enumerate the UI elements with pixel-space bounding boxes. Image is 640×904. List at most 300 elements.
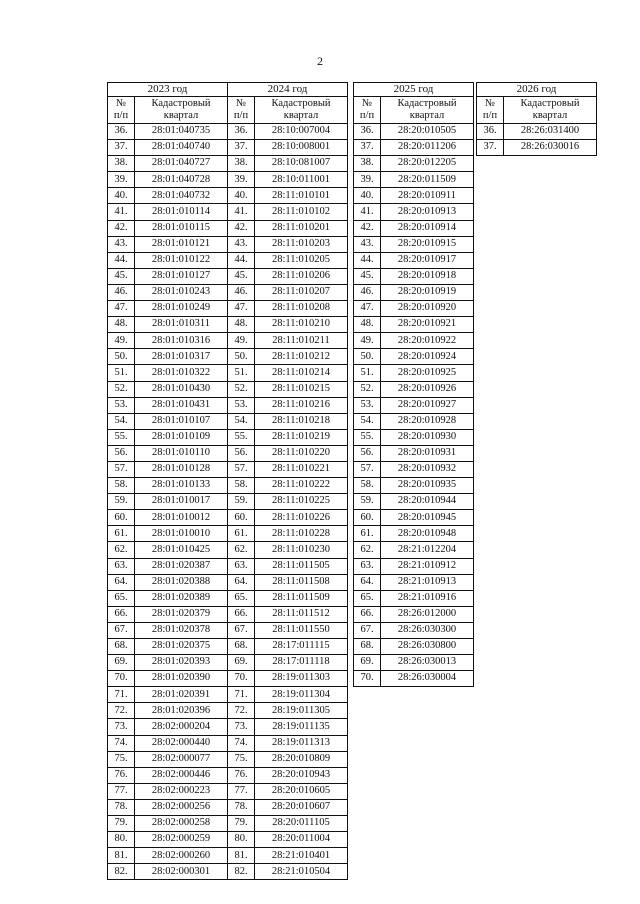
cadastral-quarter-code: 28:01:040727 [135, 156, 228, 172]
row-number: 57. [108, 461, 135, 477]
row-number: 55. [354, 429, 381, 445]
row-number: 39. [228, 172, 255, 188]
table-row [354, 397, 474, 413]
row-number: 39. [354, 172, 381, 188]
table-row [108, 124, 228, 140]
table-row [108, 236, 228, 252]
table-row [108, 397, 228, 413]
cadastral-quarter-code: 28:01:010249 [135, 301, 228, 317]
cadastral-quarter-code: 28:01:010121 [135, 236, 228, 252]
year-header-row [354, 83, 474, 97]
cadastral-quarter-code: 28:20:010945 [381, 510, 474, 526]
table-row [108, 220, 228, 236]
table-row [108, 799, 228, 815]
row-number: 54. [354, 413, 381, 429]
row-number: 44. [354, 252, 381, 268]
cadastral-quarter-code: 28:20:010925 [381, 365, 474, 381]
cadastral-quarter-code: 28:01:020393 [135, 655, 228, 671]
cadastral-quarter-code: 28:11:010211 [255, 333, 348, 349]
row-number: 75. [228, 751, 255, 767]
table-row [354, 236, 474, 252]
column-header-number: № п/п [477, 97, 504, 124]
row-number: 45. [354, 268, 381, 284]
cadastral-quarter-code: 28:10:081007 [255, 156, 348, 172]
table-row [228, 236, 348, 252]
cadastral-quarter-code: 28:20:010920 [381, 301, 474, 317]
row-number: 74. [108, 735, 135, 751]
row-number: 80. [228, 832, 255, 848]
table-row [228, 510, 348, 526]
cadastral-quarter-code: 28:20:010918 [381, 268, 474, 284]
row-number: 80. [108, 832, 135, 848]
row-number: 53. [228, 397, 255, 413]
row-number: 69. [108, 655, 135, 671]
cadastral-quarter-code: 28:01:040740 [135, 140, 228, 156]
row-number: 48. [354, 317, 381, 333]
cadastral-quarter-code: 28:20:010911 [381, 188, 474, 204]
cadastral-quarter-code: 28:20:010927 [381, 397, 474, 413]
cadastral-quarter-code: 28:01:020390 [135, 671, 228, 687]
row-number: 52. [108, 381, 135, 397]
row-number: 57. [354, 461, 381, 477]
table-row [108, 590, 228, 606]
cadastral-quarter-code: 28:20:010943 [255, 767, 348, 783]
cadastral-quarter-code: 28:20:010605 [255, 783, 348, 799]
cadastral-quarter-code: 28:20:010921 [381, 317, 474, 333]
table-row [354, 156, 474, 172]
cadastral-quarter-code: 28:20:010919 [381, 284, 474, 300]
table-row [354, 413, 474, 429]
cadastral-quarter-code: 28:11:010210 [255, 317, 348, 333]
row-number: 53. [108, 397, 135, 413]
table-row [108, 349, 228, 365]
table-row [108, 751, 228, 767]
row-number: 42. [228, 220, 255, 236]
row-number: 47. [354, 301, 381, 317]
cadastral-quarter-code: 28:26:030013 [381, 655, 474, 671]
table-row [354, 381, 474, 397]
table-row [228, 333, 348, 349]
row-number: 49. [228, 333, 255, 349]
cadastral-quarter-code: 28:20:010928 [381, 413, 474, 429]
row-number: 52. [228, 381, 255, 397]
row-number: 70. [108, 671, 135, 687]
table-row [354, 558, 474, 574]
table-row [108, 622, 228, 638]
row-number: 49. [354, 333, 381, 349]
table-row [354, 445, 474, 461]
cadastral-quarter-code: 28:11:011512 [255, 606, 348, 622]
table-row [108, 413, 228, 429]
row-number: 62. [228, 542, 255, 558]
table-row [108, 365, 228, 381]
row-number: 66. [228, 606, 255, 622]
row-number: 68. [228, 639, 255, 655]
row-number: 42. [354, 220, 381, 236]
cadastral-quarter-code: 28:21:010401 [255, 848, 348, 864]
table-row [354, 349, 474, 365]
row-number: 42. [108, 220, 135, 236]
table-row [108, 606, 228, 622]
table-row [108, 204, 228, 220]
cadastral-quarter-code: 28:01:010010 [135, 526, 228, 542]
table-row [354, 461, 474, 477]
row-number: 55. [108, 429, 135, 445]
row-number: 69. [354, 655, 381, 671]
cadastral-quarter-code: 28:20:010915 [381, 236, 474, 252]
cadastral-quarter-code: 28:20:010913 [381, 204, 474, 220]
table-row [108, 156, 228, 172]
cadastral-quarter-code: 28:20:010948 [381, 526, 474, 542]
row-number: 66. [354, 606, 381, 622]
year-title: 2026 год [477, 83, 597, 97]
row-number: 59. [354, 494, 381, 510]
row-number: 39. [108, 172, 135, 188]
row-number: 68. [354, 639, 381, 655]
cadastral-quarter-code: 28:01:010122 [135, 252, 228, 268]
year-header-row [108, 83, 228, 97]
row-number: 60. [228, 510, 255, 526]
table-row [108, 783, 228, 799]
year-header-row [477, 83, 597, 97]
row-number: 60. [354, 510, 381, 526]
column-header-cadastral-quarter: Кадастровый квартал [504, 97, 597, 124]
row-number: 61. [228, 526, 255, 542]
table-row [108, 767, 228, 783]
cadastral-quarter-code: 28:11:010215 [255, 381, 348, 397]
row-number: 63. [108, 558, 135, 574]
row-number: 44. [108, 252, 135, 268]
row-number: 58. [108, 478, 135, 494]
cadastral-quarter-code: 28:20:011509 [381, 172, 474, 188]
cadastral-quarter-code: 28:11:010216 [255, 397, 348, 413]
table-row [354, 429, 474, 445]
column-header-row [228, 97, 348, 124]
table-row [228, 172, 348, 188]
table-row [108, 445, 228, 461]
cadastral-quarter-code: 28:01:010017 [135, 494, 228, 510]
row-number: 58. [354, 478, 381, 494]
row-number: 62. [354, 542, 381, 558]
cadastral-quarter-code: 28:11:010219 [255, 429, 348, 445]
cadastral-quarter-code: 28:11:011509 [255, 590, 348, 606]
table-row [108, 317, 228, 333]
cadastral-quarter-code: 28:17:011118 [255, 655, 348, 671]
table-row [228, 735, 348, 751]
cadastral-quarter-code: 28:01:010311 [135, 317, 228, 333]
table-row [354, 220, 474, 236]
row-number: 47. [228, 301, 255, 317]
table-row [477, 124, 597, 140]
table-row [354, 172, 474, 188]
cadastral-quarter-code: 28:01:010425 [135, 542, 228, 558]
table-row [108, 719, 228, 735]
year-header-row [228, 83, 348, 97]
column-header-cadastral-quarter: Кадастровый квартал [255, 97, 348, 124]
row-number: 73. [108, 719, 135, 735]
cadastral-quarter-code: 28:21:012204 [381, 542, 474, 558]
row-number: 48. [228, 317, 255, 333]
cadastral-quarter-code: 28:11:010214 [255, 365, 348, 381]
table-row [108, 284, 228, 300]
table-row [228, 124, 348, 140]
row-number: 41. [228, 204, 255, 220]
table-row [108, 542, 228, 558]
table-row [354, 301, 474, 317]
cadastral-quarter-code: 28:20:012205 [381, 156, 474, 172]
table-row [108, 574, 228, 590]
row-number: 79. [228, 816, 255, 832]
cadastral-quarter-code: 28:11:010222 [255, 478, 348, 494]
row-number: 46. [108, 284, 135, 300]
cadastral-quarter-code: 28:01:010115 [135, 220, 228, 236]
cadastral-quarter-code: 28:01:010128 [135, 461, 228, 477]
table-row [228, 848, 348, 864]
row-number: 64. [354, 574, 381, 590]
row-number: 77. [108, 783, 135, 799]
row-number: 44. [228, 252, 255, 268]
cadastral-quarter-code: 28:02:000440 [135, 735, 228, 751]
year-title: 2024 год [228, 83, 348, 97]
column-header-row [354, 97, 474, 124]
row-number: 36. [354, 124, 381, 140]
table-row [354, 526, 474, 542]
table-row [354, 284, 474, 300]
cadastral-quarter-code: 28:19:011313 [255, 735, 348, 751]
cadastral-quarter-code: 28:11:010212 [255, 349, 348, 365]
cadastral-quarter-code: 28:11:010221 [255, 461, 348, 477]
table-row [108, 848, 228, 864]
table-row [354, 494, 474, 510]
row-number: 76. [228, 767, 255, 783]
row-number: 63. [354, 558, 381, 574]
row-number: 64. [108, 574, 135, 590]
cadastral-quarter-code: 28:01:010431 [135, 397, 228, 413]
cadastral-quarter-code: 28:02:000204 [135, 719, 228, 735]
cadastral-quarter-code: 28:01:020388 [135, 574, 228, 590]
cadastral-quarter-code: 28:20:010917 [381, 252, 474, 268]
table-row [354, 655, 474, 671]
cadastral-table-2023 [107, 82, 228, 880]
table-row [108, 655, 228, 671]
cadastral-quarter-code: 28:20:010922 [381, 333, 474, 349]
column-header-cadastral-quarter: Кадастровый квартал [381, 97, 474, 124]
table-row [228, 671, 348, 687]
column-header-cadastral-quarter: Кадастровый квартал [135, 97, 228, 124]
table-row [354, 268, 474, 284]
table-row [228, 301, 348, 317]
table-row [228, 687, 348, 703]
table-row [228, 397, 348, 413]
table-row [354, 622, 474, 638]
cadastral-table-2026 [476, 82, 597, 156]
cadastral-quarter-code: 28:10:011001 [255, 172, 348, 188]
table-row [108, 671, 228, 687]
column-header-number: № п/п [228, 97, 255, 124]
row-number: 63. [228, 558, 255, 574]
table-row [354, 606, 474, 622]
table-row [354, 365, 474, 381]
cadastral-quarter-code: 28:01:010012 [135, 510, 228, 526]
table-row [354, 204, 474, 220]
cadastral-quarter-code: 28:11:010206 [255, 268, 348, 284]
cadastral-quarter-code: 28:01:020375 [135, 639, 228, 655]
row-number: 52. [354, 381, 381, 397]
table-row [228, 526, 348, 542]
table-row [228, 590, 348, 606]
row-number: 61. [108, 526, 135, 542]
table-row [228, 429, 348, 445]
row-number: 59. [108, 494, 135, 510]
row-number: 62. [108, 542, 135, 558]
row-number: 43. [354, 236, 381, 252]
row-number: 81. [108, 848, 135, 864]
cadastral-quarter-code: 28:21:010916 [381, 590, 474, 606]
cadastral-quarter-code: 28:11:011508 [255, 574, 348, 590]
row-number: 54. [108, 413, 135, 429]
table-row [228, 381, 348, 397]
cadastral-quarter-code: 28:01:040735 [135, 124, 228, 140]
cadastral-quarter-code: 28:20:011004 [255, 832, 348, 848]
row-number: 77. [228, 783, 255, 799]
cadastral-quarter-code: 28:02:000446 [135, 767, 228, 783]
cadastral-table-2025 [353, 82, 474, 687]
table-row [354, 333, 474, 349]
row-number: 78. [108, 799, 135, 815]
cadastral-quarter-code: 28:26:030016 [504, 140, 597, 156]
cadastral-quarter-code: 28:11:010218 [255, 413, 348, 429]
table-row [108, 639, 228, 655]
cadastral-quarter-code: 28:02:000259 [135, 832, 228, 848]
row-number: 65. [228, 590, 255, 606]
cadastral-quarter-code: 28:20:010607 [255, 799, 348, 815]
table-row [228, 574, 348, 590]
table-row [228, 751, 348, 767]
row-number: 81. [228, 848, 255, 864]
table-row [228, 622, 348, 638]
year-title: 2025 год [354, 83, 474, 97]
cadastral-quarter-code: 28:02:000258 [135, 816, 228, 832]
row-number: 72. [108, 703, 135, 719]
row-number: 56. [354, 445, 381, 461]
table-row [228, 156, 348, 172]
table-row [228, 317, 348, 333]
row-number: 78. [228, 799, 255, 815]
table-row [477, 140, 597, 156]
cadastral-quarter-code: 28:11:010208 [255, 301, 348, 317]
row-number: 37. [108, 140, 135, 156]
row-number: 75. [108, 751, 135, 767]
cadastral-quarter-code: 28:01:010430 [135, 381, 228, 397]
cadastral-quarter-code: 28:21:010912 [381, 558, 474, 574]
row-number: 79. [108, 816, 135, 832]
cadastral-quarter-code: 28:11:010101 [255, 188, 348, 204]
row-number: 65. [354, 590, 381, 606]
cadastral-quarter-code: 28:10:007004 [255, 124, 348, 140]
table-row [108, 816, 228, 832]
cadastral-quarter-code: 28:11:010203 [255, 236, 348, 252]
cadastral-quarter-code: 28:26:031400 [504, 124, 597, 140]
cadastral-quarter-code: 28:10:008001 [255, 140, 348, 156]
table-row [108, 494, 228, 510]
table-row [228, 220, 348, 236]
row-number: 60. [108, 510, 135, 526]
cadastral-quarter-code: 28:01:020379 [135, 606, 228, 622]
row-number: 51. [228, 365, 255, 381]
table-row [108, 735, 228, 751]
table-row [108, 526, 228, 542]
column-header-number: № п/п [354, 97, 381, 124]
cadastral-quarter-code: 28:20:010932 [381, 461, 474, 477]
table-row [228, 204, 348, 220]
cadastral-quarter-code: 28:20:010505 [381, 124, 474, 140]
table-row [228, 188, 348, 204]
cadastral-quarter-code: 28:01:010107 [135, 413, 228, 429]
table-row [228, 783, 348, 799]
cadastral-quarter-code: 28:01:040732 [135, 188, 228, 204]
cadastral-quarter-code: 28:26:030004 [381, 671, 474, 687]
table-row [108, 140, 228, 156]
table-row [228, 478, 348, 494]
table-row [228, 542, 348, 558]
cadastral-quarter-code: 28:11:010201 [255, 220, 348, 236]
table-row [228, 799, 348, 815]
row-number: 49. [108, 333, 135, 349]
column-header-row [477, 97, 597, 124]
row-number: 70. [354, 671, 381, 687]
table-row [354, 140, 474, 156]
table-row [354, 252, 474, 268]
cadastral-quarter-code: 28:11:010226 [255, 510, 348, 526]
row-number: 40. [108, 188, 135, 204]
table-row [228, 365, 348, 381]
cadastral-quarter-code: 28:19:011135 [255, 719, 348, 735]
table-row [228, 864, 348, 880]
cadastral-quarter-code: 28:20:010931 [381, 445, 474, 461]
cadastral-quarter-code: 28:01:020389 [135, 590, 228, 606]
row-number: 76. [108, 767, 135, 783]
cadastral-quarter-code: 28:01:020378 [135, 622, 228, 638]
row-number: 59. [228, 494, 255, 510]
cadastral-quarter-code: 28:01:020396 [135, 703, 228, 719]
cadastral-quarter-code: 28:20:010914 [381, 220, 474, 236]
table-row [108, 429, 228, 445]
table-row [108, 268, 228, 284]
row-number: 37. [477, 140, 504, 156]
cadastral-quarter-code: 28:01:040728 [135, 172, 228, 188]
cadastral-quarter-code: 28:19:011304 [255, 687, 348, 703]
table-row [108, 558, 228, 574]
cadastral-quarter-code: 28:20:011105 [255, 816, 348, 832]
table-row [354, 542, 474, 558]
cadastral-quarter-code: 28:17:011115 [255, 639, 348, 655]
cadastral-quarter-code: 28:20:010935 [381, 478, 474, 494]
row-number: 36. [228, 124, 255, 140]
table-row [228, 349, 348, 365]
cadastral-quarter-code: 28:01:010322 [135, 365, 228, 381]
table-row [228, 445, 348, 461]
column-header-number: № п/п [108, 97, 135, 124]
cadastral-quarter-code: 28:21:010504 [255, 864, 348, 880]
row-number: 37. [354, 140, 381, 156]
cadastral-quarter-code: 28:01:010316 [135, 333, 228, 349]
cadastral-quarter-code: 28:02:000256 [135, 799, 228, 815]
row-number: 41. [108, 204, 135, 220]
table-row [228, 606, 348, 622]
cadastral-quarter-code: 28:19:011305 [255, 703, 348, 719]
table-row [228, 832, 348, 848]
cadastral-quarter-code: 28:02:000260 [135, 848, 228, 864]
